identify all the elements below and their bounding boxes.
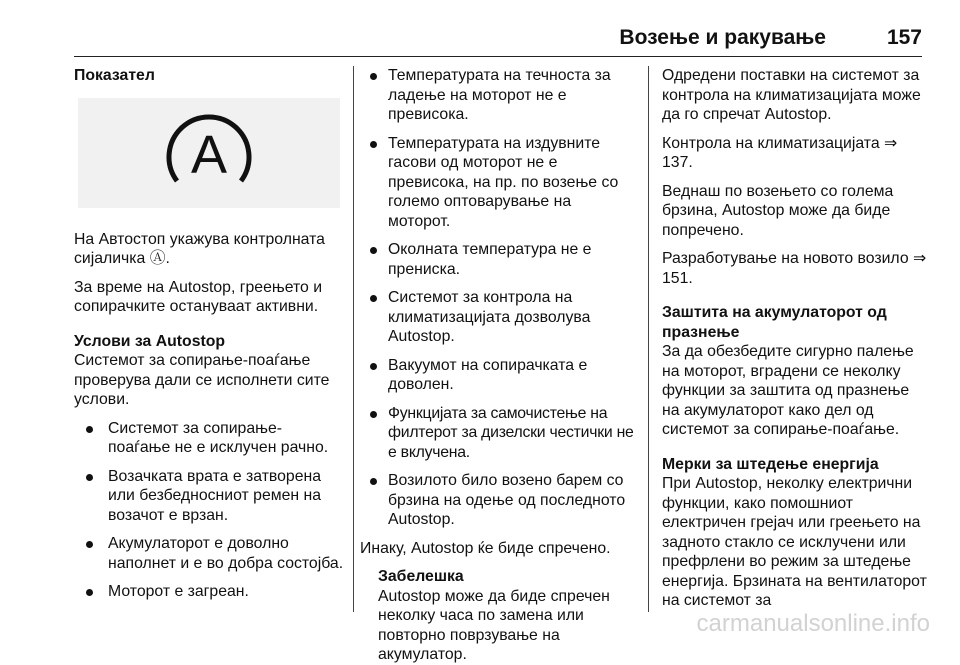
list-item: Вакуумот на сопирачката е доволен. <box>360 356 636 395</box>
climate-settings-text: Одредени поставки на системот за контрола на климатизацијата може да го спречат Autostop. <box>662 67 921 123</box>
note-heading: Забелешка <box>378 568 464 585</box>
column-1 <box>74 66 344 611</box>
section-heading-battery: Заштита на акумулаторот од празнење <box>662 304 887 341</box>
autostop-a-circle-icon <box>149 103 269 203</box>
indicator-illustration <box>78 98 340 208</box>
section-heading-energy: Мерки за штедење енергија <box>662 455 879 473</box>
list-item: Возилото било возено барем со брзина на одење од последното Autostop. <box>360 471 636 530</box>
list-item: Возачката врата е затворена или безбедносниот ремен на возачот е врзан. <box>74 467 344 526</box>
otherwise-text: Инаку, Autostop ќе биде спречено. <box>360 539 611 557</box>
list-item: Системот за контрола на климатизацијата дозволува Autostop. <box>360 288 636 347</box>
list-item: Околната температура не е прениска. <box>360 240 636 279</box>
chapter-title: Возење и ракување <box>619 26 826 49</box>
conditions-list-continued <box>360 66 636 530</box>
autostop-heating-text: За време на Autostop, греењето и сопирачките остануваат активни. <box>74 278 323 315</box>
column-3 <box>662 66 930 611</box>
icon-letter: A <box>190 124 228 185</box>
list-item: Температурата на издувните гасови од моторот не е превисока, на пр. по возење со големо оптоварување на моторот. <box>360 134 636 232</box>
list-item: Акумулаторот е доволно наполнет и е во добра состојба. <box>74 534 344 573</box>
section-heading-conditions: Услови за Autostop <box>74 332 226 350</box>
running-in-reference[interactable]: Разработување на новото возило ⇒ 151. <box>662 250 927 287</box>
climate-control-reference[interactable]: Контрола на климатизацијата ⇒ 137. <box>662 134 898 171</box>
list-item: Системот за сопирање-поаѓање не е исклучен рачно. <box>74 419 344 458</box>
list-item: Функцијата за самочистење на филтерот за дизелски честички не е вклучена. <box>360 404 636 463</box>
watermark: carmanualsonline.info <box>696 610 930 637</box>
page-header <box>74 22 922 57</box>
column-2 <box>360 66 636 665</box>
page-number: 157 <box>886 26 922 49</box>
conditions-list <box>74 419 344 602</box>
list-item: Моторот е загреан. <box>74 582 344 602</box>
column-divider <box>648 66 649 612</box>
list-item: Температурата на течноста за ладење на моторот не е превисока. <box>360 66 636 125</box>
indicator-text: На Автостоп укажува контролната сијаличка Ⓐ. <box>74 230 325 267</box>
section-heading-indicator: Показател <box>74 67 155 84</box>
note-block <box>360 567 636 665</box>
energy-text: При Autostop, неколку електрични функции, како помошниот електричен грејач или греењето на задното стакло се исклучени или префрлени во режим за штедење енергија. Брзината на вентилаторот на системот за <box>662 475 927 609</box>
column-divider <box>353 66 354 612</box>
note-text: Autostop може да биде спречен неколку часа по замена или повторно поврзување на акумулатор. <box>378 587 610 663</box>
conditions-text: Системот за сопирање-поаѓање проверува дали се исполнети сите услови. <box>74 352 330 408</box>
high-speed-text: Веднаш по возењето со голема брзина, Autostop може да биде попречено. <box>662 182 894 239</box>
battery-text: За да обезбедите сигурно палење на моторот, вградени се неколку функции за заштита од празнење на акумулаторот како дел од системот за сопирање-поаѓање. <box>662 343 914 438</box>
